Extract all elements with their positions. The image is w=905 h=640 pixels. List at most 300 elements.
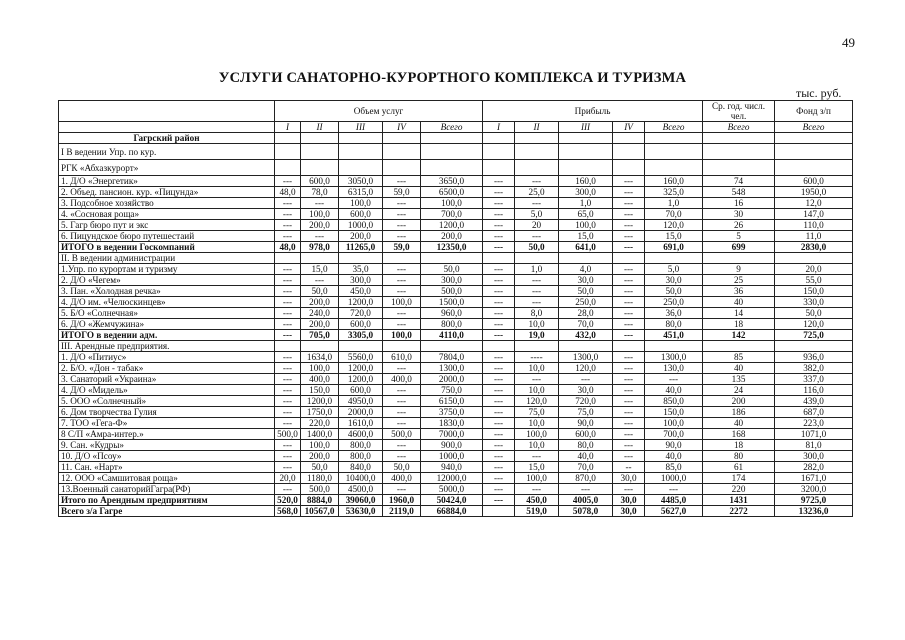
table-cell: 30,0 bbox=[559, 385, 613, 396]
table-cell: 10567,0 bbox=[301, 506, 339, 517]
table-cell: 6500,0 bbox=[421, 187, 483, 198]
table-cell: 100,0 bbox=[515, 429, 559, 440]
table-cell: --- bbox=[613, 264, 645, 275]
table-cell: --- bbox=[613, 407, 645, 418]
table-cell: --- bbox=[483, 473, 515, 484]
table-cell: 1200,0 bbox=[421, 220, 483, 231]
table-cell: 330,0 bbox=[775, 297, 853, 308]
table-cell: 3305,0 bbox=[339, 330, 383, 341]
table-cell: 30 bbox=[703, 209, 775, 220]
table-cell: 50,0 bbox=[383, 462, 421, 473]
table-cell bbox=[483, 253, 515, 264]
table-cell: 26 bbox=[703, 220, 775, 231]
table-cell bbox=[775, 253, 853, 264]
table-cell: 13236,0 bbox=[775, 506, 853, 517]
table-cell bbox=[559, 341, 613, 352]
table-cell: 65,0 bbox=[559, 209, 613, 220]
table-cell: --- bbox=[613, 242, 645, 253]
table-cell: --- bbox=[613, 440, 645, 451]
table-cell: 4485,0 bbox=[645, 495, 703, 506]
row-name: 2. Объед. пансион. кур. «Пицунда» bbox=[59, 187, 275, 198]
table-cell bbox=[383, 253, 421, 264]
table-cell: 1950,0 bbox=[775, 187, 853, 198]
table-cell: --- bbox=[483, 297, 515, 308]
table-cell bbox=[483, 341, 515, 352]
row-name: 1. Д/О «Энергетик» bbox=[59, 176, 275, 187]
table-cell: 725,0 bbox=[775, 330, 853, 341]
table-row bbox=[59, 209, 853, 220]
table-cell: --- bbox=[383, 484, 421, 495]
row-name: ИТОГО в ведении Госкомпаний bbox=[59, 242, 275, 253]
table-cell: --- bbox=[613, 209, 645, 220]
table-cell: 3650,0 bbox=[421, 176, 483, 187]
row-name: 12. ООО «Самшитовая роща» bbox=[59, 473, 275, 484]
table-cell bbox=[775, 341, 853, 352]
table-cell: --- bbox=[613, 429, 645, 440]
table-cell: 40 bbox=[703, 418, 775, 429]
table-cell: --- bbox=[613, 220, 645, 231]
table-row bbox=[59, 352, 853, 363]
table-cell: 10400,0 bbox=[339, 473, 383, 484]
table-cell bbox=[421, 341, 483, 352]
table-cell: --- bbox=[275, 176, 301, 187]
table-cell: 300,0 bbox=[421, 275, 483, 286]
table-cell: 6150,0 bbox=[421, 396, 483, 407]
table-cell: --- bbox=[383, 319, 421, 330]
table-cell: 337,0 bbox=[775, 374, 853, 385]
table-cell: --- bbox=[483, 440, 515, 451]
table-cell: --- bbox=[275, 231, 301, 242]
row-name: 4. Д/О «Мидель» bbox=[59, 385, 275, 396]
table-cell: --- bbox=[383, 440, 421, 451]
table-row bbox=[59, 198, 853, 209]
table-cell: 10,0 bbox=[515, 440, 559, 451]
table-cell: 870,0 bbox=[559, 473, 613, 484]
header-q2: II bbox=[515, 122, 559, 133]
table-cell: 600,0 bbox=[559, 429, 613, 440]
table-cell: 20 bbox=[515, 220, 559, 231]
table-cell: 548 bbox=[703, 187, 775, 198]
row-name: II. В ведении администрации bbox=[59, 253, 275, 264]
table-cell: 186 bbox=[703, 407, 775, 418]
table-cell: --- bbox=[515, 231, 559, 242]
table-cell bbox=[775, 160, 853, 176]
table-cell: 14 bbox=[703, 308, 775, 319]
table-cell bbox=[275, 144, 301, 160]
table-cell: 5000,0 bbox=[421, 484, 483, 495]
table-cell: 11,0 bbox=[775, 231, 853, 242]
table-cell: 30,0 bbox=[613, 495, 645, 506]
table-cell: 691,0 bbox=[645, 242, 703, 253]
table-cell: 900,0 bbox=[421, 440, 483, 451]
table-cell: 12000,0 bbox=[421, 473, 483, 484]
table-cell bbox=[613, 133, 645, 144]
table-row bbox=[59, 330, 853, 341]
table-cell: --- bbox=[613, 297, 645, 308]
table-cell: 130,0 bbox=[645, 363, 703, 374]
table-cell: 2000,0 bbox=[421, 374, 483, 385]
table-cell: 80,0 bbox=[645, 319, 703, 330]
table-cell: 55,0 bbox=[775, 275, 853, 286]
row-name: 2. Д/О «Чегем» bbox=[59, 275, 275, 286]
table-cell: 250,0 bbox=[559, 297, 613, 308]
table-cell: 850,0 bbox=[645, 396, 703, 407]
table-row bbox=[59, 253, 853, 264]
table-cell: --- bbox=[275, 319, 301, 330]
table-cell: --- bbox=[275, 396, 301, 407]
table-cell: --- bbox=[515, 484, 559, 495]
table-cell: 59,0 bbox=[383, 242, 421, 253]
table-row bbox=[59, 264, 853, 275]
table-cell: --- bbox=[275, 308, 301, 319]
table-cell bbox=[421, 144, 483, 160]
table-cell bbox=[301, 160, 339, 176]
table-cell bbox=[613, 144, 645, 160]
table-cell: --- bbox=[613, 275, 645, 286]
header-fund: Фонд з/п bbox=[775, 101, 853, 122]
table-cell: 100,0 bbox=[645, 418, 703, 429]
table-row bbox=[59, 418, 853, 429]
table-row bbox=[59, 374, 853, 385]
row-name: 6. Пицундское бюро путешестаий bbox=[59, 231, 275, 242]
table-cell: 800,0 bbox=[339, 451, 383, 462]
table-cell: --- bbox=[613, 231, 645, 242]
table-cell bbox=[703, 133, 775, 144]
table-row bbox=[59, 308, 853, 319]
table-row bbox=[59, 286, 853, 297]
table-cell: 100,0 bbox=[301, 209, 339, 220]
table-cell: --- bbox=[275, 275, 301, 286]
row-name: Итого по Арендным предприятиям bbox=[59, 495, 275, 506]
row-name: ИТОГО в ведении адм. bbox=[59, 330, 275, 341]
table-row bbox=[59, 133, 853, 144]
table-cell: --- bbox=[613, 286, 645, 297]
table-cell: --- bbox=[515, 374, 559, 385]
page-number: 49 bbox=[842, 35, 855, 50]
table-cell: 24 bbox=[703, 385, 775, 396]
table-cell bbox=[483, 133, 515, 144]
row-name: 11. Сан. «Нарт» bbox=[59, 462, 275, 473]
table-row bbox=[59, 187, 853, 198]
table-row bbox=[59, 363, 853, 374]
table-cell: 705,0 bbox=[301, 330, 339, 341]
document-title: УСЛУГИ САНАТОРНО-КУРОРТНОГО КОМПЛЕКСА И ТУРИЗМА bbox=[218, 70, 687, 86]
table-cell: --- bbox=[383, 396, 421, 407]
table-cell: --- bbox=[275, 297, 301, 308]
table-cell: 50,0 bbox=[645, 286, 703, 297]
table-cell bbox=[515, 144, 559, 160]
table-cell: 300,0 bbox=[559, 187, 613, 198]
table-cell: 120,0 bbox=[775, 319, 853, 330]
table-cell: --- bbox=[613, 198, 645, 209]
table-cell: 500,0 bbox=[383, 429, 421, 440]
table-cell: 600,0 bbox=[339, 385, 383, 396]
table-cell bbox=[775, 133, 853, 144]
row-name: 5. Б/О «Солнечная» bbox=[59, 308, 275, 319]
row-name: 9. Сан. «Кудры» bbox=[59, 440, 275, 451]
table-cell: 10,0 bbox=[515, 418, 559, 429]
table-row bbox=[59, 144, 853, 160]
table-cell bbox=[339, 341, 383, 352]
row-name: I В ведении Упр. по кур. bbox=[59, 144, 275, 160]
table-cell: 15,0 bbox=[515, 462, 559, 473]
table-cell: 40 bbox=[703, 363, 775, 374]
table-cell bbox=[703, 160, 775, 176]
table-cell: 36 bbox=[703, 286, 775, 297]
table-cell: 800,0 bbox=[339, 440, 383, 451]
table-cell: --- bbox=[613, 352, 645, 363]
table-cell bbox=[645, 341, 703, 352]
table-cell: --- bbox=[483, 385, 515, 396]
table-cell: 200,0 bbox=[301, 220, 339, 231]
table-cell: 2119,0 bbox=[383, 506, 421, 517]
table-cell: 19,0 bbox=[515, 330, 559, 341]
header-q3: III bbox=[339, 122, 383, 133]
table-cell: --- bbox=[613, 396, 645, 407]
table-cell: 85,0 bbox=[645, 462, 703, 473]
table-cell: 80,0 bbox=[559, 440, 613, 451]
table-cell: 3750,0 bbox=[421, 407, 483, 418]
table-cell: 382,0 bbox=[775, 363, 853, 374]
table-cell: --- bbox=[645, 374, 703, 385]
table-cell: ---- bbox=[515, 352, 559, 363]
table-cell: 610,0 bbox=[383, 352, 421, 363]
table-cell: 1071,0 bbox=[775, 429, 853, 440]
table-cell: --- bbox=[515, 286, 559, 297]
table-cell: 1750,0 bbox=[301, 407, 339, 418]
table-cell: 700,0 bbox=[645, 429, 703, 440]
table-cell: 40,0 bbox=[645, 385, 703, 396]
table-cell bbox=[301, 144, 339, 160]
table-cell: 160,0 bbox=[645, 176, 703, 187]
table-cell: --- bbox=[483, 242, 515, 253]
table-cell: 16 bbox=[703, 198, 775, 209]
table-cell: --- bbox=[275, 330, 301, 341]
table-cell: --- bbox=[483, 198, 515, 209]
row-name: 7. ТОО «Гега-Ф» bbox=[59, 418, 275, 429]
table-cell: 5627,0 bbox=[645, 506, 703, 517]
table-cell: 10,0 bbox=[515, 385, 559, 396]
table-cell bbox=[483, 160, 515, 176]
table-row bbox=[59, 440, 853, 451]
row-name: РГК «Абхазкурорт» bbox=[59, 160, 275, 176]
table-cell: 2000,0 bbox=[339, 407, 383, 418]
table-cell: 160,0 bbox=[559, 176, 613, 187]
header-profit-total: Всего bbox=[645, 122, 703, 133]
table-cell bbox=[515, 160, 559, 176]
table-cell: --- bbox=[613, 418, 645, 429]
table-cell: 30,0 bbox=[645, 275, 703, 286]
header-avg-total: Всего bbox=[703, 122, 775, 133]
table-cell: 174 bbox=[703, 473, 775, 484]
table-cell: --- bbox=[301, 275, 339, 286]
header-q2: II bbox=[301, 122, 339, 133]
row-name: 3. Подсобное хозяйство bbox=[59, 198, 275, 209]
table-row bbox=[59, 176, 853, 187]
table-cell: --- bbox=[559, 484, 613, 495]
table-cell: --- bbox=[613, 319, 645, 330]
table-cell: 120,0 bbox=[645, 220, 703, 231]
table-cell bbox=[421, 160, 483, 176]
row-name: 2. Б/О. «Дон - табак» bbox=[59, 363, 275, 374]
table-cell: 100,0 bbox=[515, 473, 559, 484]
table-cell: 90,0 bbox=[645, 440, 703, 451]
table-cell: 4950,0 bbox=[339, 396, 383, 407]
table-cell: 200,0 bbox=[301, 297, 339, 308]
table-cell: --- bbox=[515, 451, 559, 462]
table-cell: --- bbox=[275, 286, 301, 297]
table-cell bbox=[275, 133, 301, 144]
table-cell: 150,0 bbox=[645, 407, 703, 418]
row-name: III. Арендные предприятия. bbox=[59, 341, 275, 352]
table-body bbox=[59, 133, 853, 517]
table-row bbox=[59, 385, 853, 396]
table-cell: 30,0 bbox=[613, 473, 645, 484]
table-cell: --- bbox=[613, 176, 645, 187]
table-cell: --- bbox=[483, 330, 515, 341]
table-cell: --- bbox=[275, 451, 301, 462]
table-cell bbox=[383, 133, 421, 144]
table-cell bbox=[383, 144, 421, 160]
header-row-groups bbox=[59, 101, 853, 122]
table-cell: 720,0 bbox=[339, 308, 383, 319]
table-cell: 1634,0 bbox=[301, 352, 339, 363]
services-table bbox=[58, 100, 853, 517]
table-cell: 70,0 bbox=[559, 462, 613, 473]
table-cell bbox=[559, 133, 613, 144]
header-q4: IV bbox=[383, 122, 421, 133]
table-cell: 200 bbox=[703, 396, 775, 407]
table-cell: 4005,0 bbox=[559, 495, 613, 506]
table-cell: 53630,0 bbox=[339, 506, 383, 517]
table-cell: --- bbox=[383, 264, 421, 275]
table-cell: 18 bbox=[703, 440, 775, 451]
row-name: Гагрский район bbox=[59, 133, 275, 144]
table-cell bbox=[383, 341, 421, 352]
table-cell: 1000,0 bbox=[421, 451, 483, 462]
table-cell: 40,0 bbox=[645, 451, 703, 462]
table-cell: 135 bbox=[703, 374, 775, 385]
table-cell: --- bbox=[301, 198, 339, 209]
header-blank bbox=[59, 122, 275, 133]
row-name: 1. Д/О «Питиус» bbox=[59, 352, 275, 363]
table-cell: 1200,0 bbox=[301, 396, 339, 407]
table-cell: --- bbox=[383, 363, 421, 374]
table-cell: 9 bbox=[703, 264, 775, 275]
table-cell: 120,0 bbox=[515, 396, 559, 407]
table-cell: --- bbox=[275, 484, 301, 495]
table-cell: 4110,0 bbox=[421, 330, 483, 341]
table-cell: 78,0 bbox=[301, 187, 339, 198]
table-cell: 200,0 bbox=[301, 451, 339, 462]
table-cell bbox=[275, 341, 301, 352]
row-name: Всего з/а Гагре bbox=[59, 506, 275, 517]
table-cell bbox=[559, 160, 613, 176]
table-cell: 960,0 bbox=[421, 308, 483, 319]
table-cell bbox=[483, 506, 515, 517]
table-cell: 500,0 bbox=[421, 286, 483, 297]
table-cell: --- bbox=[483, 407, 515, 418]
table-cell: 100,0 bbox=[559, 220, 613, 231]
table-cell: --- bbox=[613, 484, 645, 495]
table-cell: 1,0 bbox=[645, 198, 703, 209]
table-cell: --- bbox=[275, 363, 301, 374]
table-cell: --- bbox=[275, 385, 301, 396]
table-cell: 1000,0 bbox=[339, 220, 383, 231]
table-cell: 10,0 bbox=[515, 319, 559, 330]
table-cell: 100,0 bbox=[301, 440, 339, 451]
table-cell: 12,0 bbox=[775, 198, 853, 209]
table-cell: --- bbox=[613, 363, 645, 374]
table-cell: 25,0 bbox=[515, 187, 559, 198]
table-cell: --- bbox=[483, 176, 515, 187]
table-cell: 600,0 bbox=[301, 176, 339, 187]
table-cell: 641,0 bbox=[559, 242, 613, 253]
table-row bbox=[59, 297, 853, 308]
table-row bbox=[59, 495, 853, 506]
table-cell: 451,0 bbox=[645, 330, 703, 341]
table-row bbox=[59, 451, 853, 462]
table-cell: 74 bbox=[703, 176, 775, 187]
table-cell: 12350,0 bbox=[421, 242, 483, 253]
table-cell: --- bbox=[275, 440, 301, 451]
table-cell: 116,0 bbox=[775, 385, 853, 396]
table-cell: 4,0 bbox=[559, 264, 613, 275]
table-cell: --- bbox=[483, 363, 515, 374]
table-row bbox=[59, 220, 853, 231]
table-cell: 600,0 bbox=[339, 209, 383, 220]
table-cell: 220,0 bbox=[301, 418, 339, 429]
table-cell: 800,0 bbox=[421, 319, 483, 330]
row-name: 5. Гагр бюро пут и экс bbox=[59, 220, 275, 231]
table-cell: 28,0 bbox=[559, 308, 613, 319]
table-cell: 50,0 bbox=[301, 462, 339, 473]
table-cell: 2272 bbox=[703, 506, 775, 517]
table-cell: 519,0 bbox=[515, 506, 559, 517]
table-cell: --- bbox=[383, 231, 421, 242]
table-cell: 3050,0 bbox=[339, 176, 383, 187]
table-cell bbox=[703, 341, 775, 352]
table-cell bbox=[775, 144, 853, 160]
table-cell: 25 bbox=[703, 275, 775, 286]
table-cell: 4500,0 bbox=[339, 484, 383, 495]
table-cell: 699 bbox=[703, 242, 775, 253]
table-cell: --- bbox=[515, 297, 559, 308]
row-name: 1.Упр. по курортам и туризму bbox=[59, 264, 275, 275]
table-cell: --- bbox=[383, 451, 421, 462]
table-cell: --- bbox=[559, 374, 613, 385]
table-cell bbox=[339, 160, 383, 176]
table-cell: 3200,0 bbox=[775, 484, 853, 495]
table-cell: --- bbox=[613, 308, 645, 319]
table-row bbox=[59, 396, 853, 407]
table-cell: --- bbox=[483, 429, 515, 440]
table-cell: 700,0 bbox=[421, 209, 483, 220]
table-cell: --- bbox=[613, 374, 645, 385]
table-cell: 11265,0 bbox=[339, 242, 383, 253]
table-cell: --- bbox=[483, 495, 515, 506]
table-cell: --- bbox=[275, 198, 301, 209]
table-cell: 80 bbox=[703, 451, 775, 462]
table-cell: 1431 bbox=[703, 495, 775, 506]
table-cell: 1500,0 bbox=[421, 297, 483, 308]
table-cell: 100,0 bbox=[301, 363, 339, 374]
header-volume-total: Всего bbox=[421, 122, 483, 133]
table-cell: --- bbox=[275, 374, 301, 385]
table-cell: 200,0 bbox=[421, 231, 483, 242]
table-cell bbox=[275, 160, 301, 176]
table-cell: 70,0 bbox=[645, 209, 703, 220]
